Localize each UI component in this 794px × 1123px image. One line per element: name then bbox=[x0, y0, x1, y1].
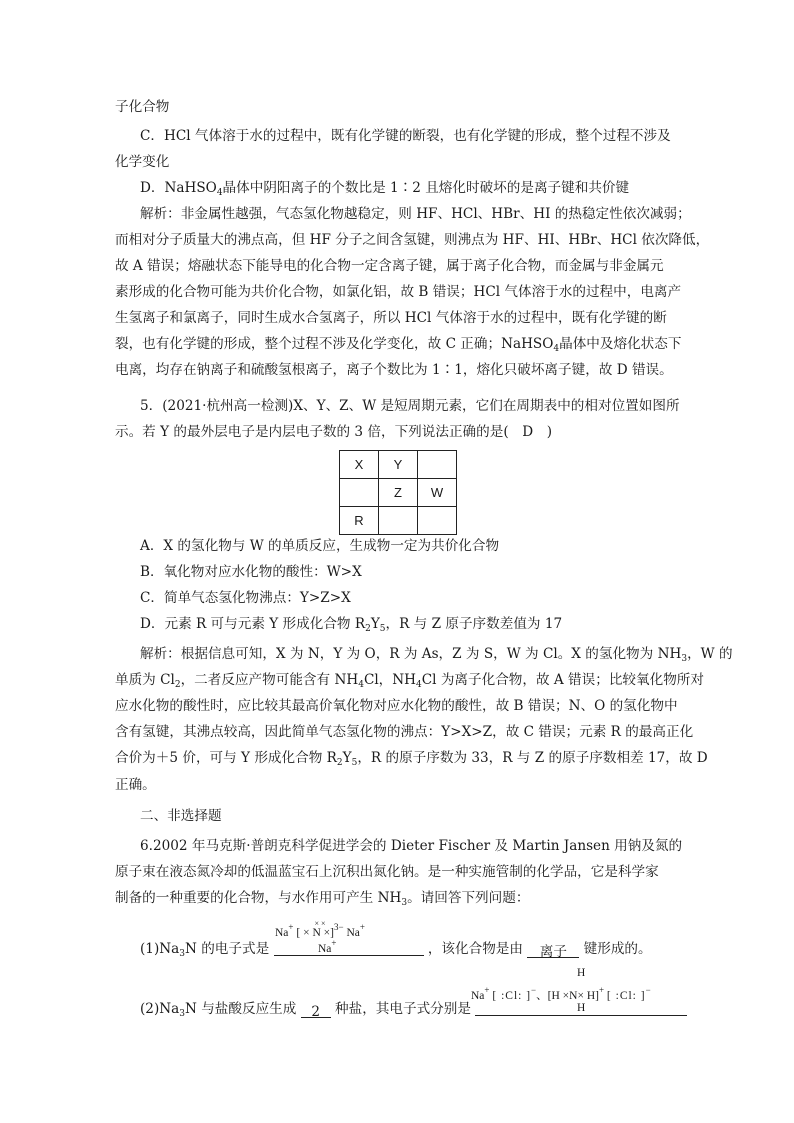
sub-question-1: $(1)Na_3N$ 的电子式是 ，该化合物是由 离子 键形成的。 bbox=[140, 941, 652, 960]
analysis-line: 正确。 bbox=[115, 777, 156, 793]
text-line: 化学变化 bbox=[115, 154, 170, 170]
salt-electron-formulas: Na+ [ :Cl: ]−、[H ×N× H]+ [ :Cl: ]− bbox=[471, 985, 651, 1002]
analysis-line: 素形成的化合物可能为共价化合物，如氯化铝，故 B 错误；HCl 气体溶于水的过程中，电离产 bbox=[115, 284, 682, 300]
question-6-stem: 原子束在液态氮冷却的低温蓝宝石上沉积出氮化钠。是一种实施管制的化学品，它是科学家 bbox=[115, 864, 659, 880]
text-line: 子化合物 bbox=[115, 99, 170, 115]
analysis-line: 解析：非金属性越强，气态氢化物越稳定，则 HF、HCl、HBr、HI 的热稳定性依次减弱； bbox=[140, 206, 691, 222]
table-cell: Z bbox=[379, 479, 418, 507]
question-5-stem: 5．(2021·杭州高一检测)X、Y、Z、W 是短周期元素，它们在周期表中的相对位置如图所 bbox=[140, 398, 680, 414]
table-cell bbox=[418, 451, 457, 479]
question-6-stem: 6.2002 年马克斯·普朗克科学促进学会的 Dieter Fischer 及 Martin Jansen 用钠及氮的 bbox=[140, 838, 683, 854]
periodic-table-fragment bbox=[339, 450, 457, 535]
question-6-stem: 制备的一种重要的化合物，与水作用可产生 $NH_3$。请回答下列问题： bbox=[115, 890, 530, 908]
analysis-line: 故 A 错误；熔融状态下能导电的化合物一定含离子键，属于离子化合物，而金属与非金属元 bbox=[115, 258, 664, 274]
table-cell: W bbox=[418, 479, 457, 507]
electron-dots: × × bbox=[314, 919, 326, 928]
answer-blank bbox=[475, 1001, 687, 1016]
analysis-line: 电离，均存在钠离子和硫酸氢根离子，离子个数比为 1∶1，熔化只破坏离子键，故 D 错误。 bbox=[115, 362, 673, 378]
table-cell bbox=[340, 479, 379, 507]
analysis-line: 含有氢键，其沸点较高，因此简单气态氢化物的沸点：Y>X>Z，故 C 错误；元素 R 的最高正化 bbox=[115, 724, 694, 740]
table-cell bbox=[379, 507, 418, 535]
option-d: D．元素 R 可与元素 Y 形成化合物 $R_2Y_5$，R 与 Z 原子序数差值为 17 bbox=[140, 616, 563, 634]
analysis-line: 应水化物的酸性时，应比较其最高价氧化物对应水化物的酸性，故 B 错误；N、O 的氢化物中 bbox=[115, 698, 678, 714]
analysis-line: 生氢离子和氯离子，同时生成水合氢离子，所以 HCl 气体溶于水的过程中，既有化学键的断 bbox=[115, 310, 667, 326]
analysis-line: 单质为 $Cl_2$，二者反应产物可能含有 $NH_4Cl$，$NH_4Cl$ 为离子化合物，故 A 错误；比较氧化物所对 bbox=[115, 672, 704, 690]
option-b: B．氧化物对应水化物的酸性：W>X bbox=[140, 564, 362, 580]
analysis-line: 合价为＋5 价，可与 Y 形成化合物 $R_2Y_5$，R 的原子序数为 33，R 与 Z 的原子序数相差 17，故 D bbox=[115, 750, 708, 768]
table-cell: Y bbox=[379, 451, 418, 479]
analysis-line: 裂，也有化学键的形成，整个过程不涉及化学变化，故 C 正确；NaHSO$_4$晶体中及熔化状态下 bbox=[115, 336, 682, 354]
answer-blank bbox=[274, 941, 424, 956]
table-cell bbox=[418, 507, 457, 535]
question-5-stem: 示。若 Y 的最外层电子是内层电子数的 3 倍，下列说法正确的是( D ) bbox=[115, 424, 553, 440]
nh4-bottom-h: H bbox=[577, 1002, 586, 1014]
option-d-line: D．NaHSO$_4$晶体中阴阳离子的个数比是 1∶2 且熔化时破坏的是离子键和共价键 bbox=[140, 180, 630, 198]
table-cell: X bbox=[340, 451, 379, 479]
table-cell: R bbox=[340, 507, 379, 535]
answer-blank: 离子 bbox=[527, 943, 579, 958]
analysis-line: 解析：根据信息可知，X 为 N，Y 为 O，R 为 As，Z 为 S，W 为 Cl。X 的氢化物为 $NH_3$，W 的 bbox=[140, 646, 733, 664]
option-c: C．简单气态氢化物沸点：Y>Z>X bbox=[140, 590, 351, 606]
na3n-electron-formula: Na+ [ × × × N ×]$^{3-}$ Na+ bbox=[275, 919, 365, 939]
option-a: A．X 的氢化物与 W 的单质反应，生成物一定为共价化合物 bbox=[140, 538, 500, 554]
na3n-bottom-cation: Na+ bbox=[318, 938, 337, 955]
nh4-top-h: H bbox=[577, 967, 586, 979]
section-heading: 二、非选择题 bbox=[140, 808, 222, 824]
option-c-line: C．HCl 气体溶于水的过程中，既有化学键的断裂，也有化学键的形成，整个过程不涉及 bbox=[140, 128, 671, 144]
sub-question-2: $(2)Na_3N$ 与盐酸反应生成 2 种盐，其电子式分别是 bbox=[140, 1000, 687, 1023]
analysis-line: 而相对分子质量大的沸点高，但 HF 分子之间含氢键，则沸点为 HF、HI、HBr、HCl 依次降低， bbox=[115, 232, 710, 248]
answer-blank: 2 bbox=[301, 1003, 331, 1018]
